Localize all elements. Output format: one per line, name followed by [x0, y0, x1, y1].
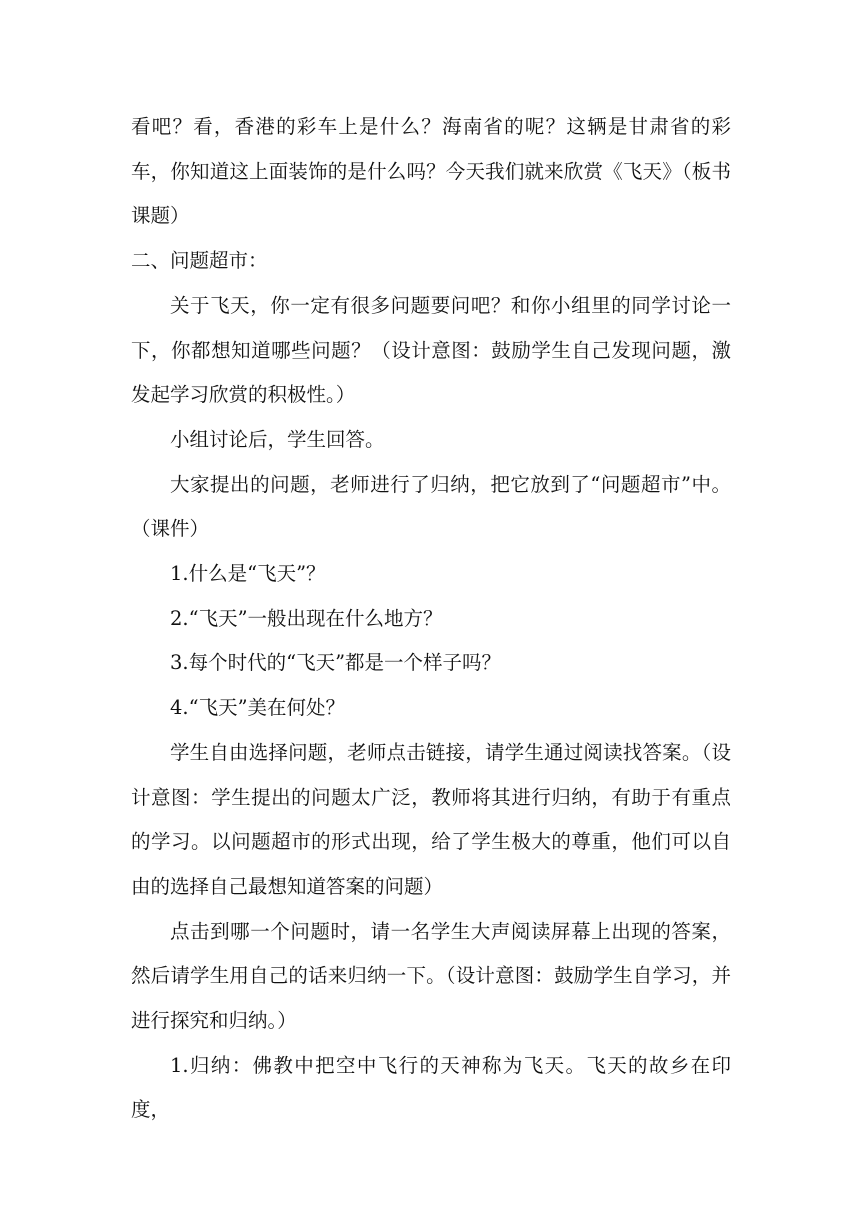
paragraph-discussion: 关于飞天，你一定有很多问题要问吧？和你小组里的同学讨论一下，你都想知道哪些问题？（设计意图：鼓励学生自己发现问题，激发起学习欣赏的积极性。）: [131, 293, 731, 407]
paragraph-free-choice: 学生自由选择问题，老师点击链接，请学生通过阅读找答案。（设计意图：学生提出的问题太广泛，教师将其进行归纳，有助于有重点的学习。以问题超市的形式出现，给了学生极大的尊重，他们可以自由的选择自己最想知道答案的问题）: [131, 740, 731, 898]
paragraph-read-answer: 点击到哪一个问题时，请一名学生大声阅读屏幕上出现的答案，然后请学生用自己的话来归纳一下。（设计意图：鼓励学生自学习，并进行探究和归纳。）: [131, 919, 731, 1033]
question-item-4: 4.“飞天”美在何处？: [170, 696, 346, 720]
document-body: [131, 105, 731, 1133]
paragraph-group-answer: 小组讨论后，学生回答。: [170, 427, 385, 451]
paragraph-summary-1: 1.归纳：佛教中把空中飞行的天神称为飞天。飞天的故乡在印度，: [131, 1053, 731, 1122]
section-heading: 二、问题超市：: [131, 249, 268, 273]
question-item-1: 1.什么是“飞天”？: [170, 562, 326, 586]
question-item-3: 3.每个时代的“飞天”都是一个样子吗？: [170, 651, 502, 675]
question-item-2: 2.“飞天”一般出现在什么地方？: [170, 606, 443, 630]
paragraph-question-market: 大家提出的问题，老师进行了归纳，把它放到了“问题超市”中。（课件）: [131, 472, 731, 541]
paragraph-intro: 看吧？看，香港的彩车上是什么？海南省的呢？这辆是甘肃省的彩车，你知道这上面装饰的是什么吗？今天我们就来欣赏《飞天》（板书课题）: [131, 115, 731, 228]
